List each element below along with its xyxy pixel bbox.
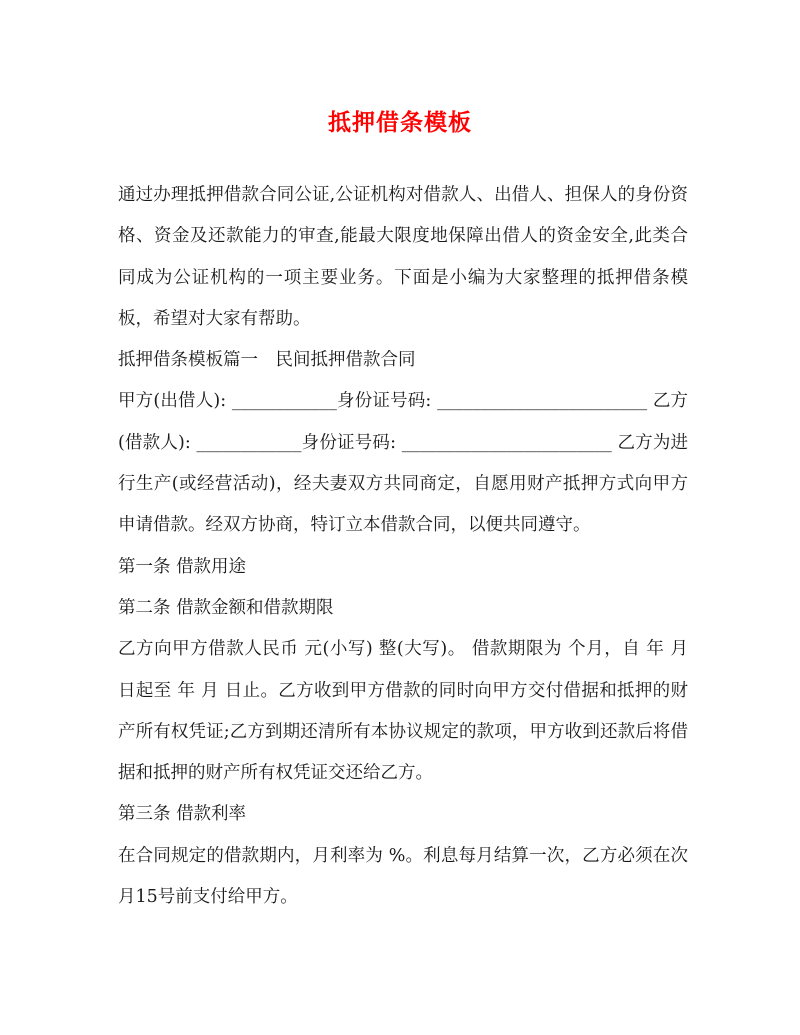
article-2-paragraph: 乙方向甲方借款人民币 元(小写) 整(大写)。 借款期限为 个月，自 年 月 日起至 年 月 日止。乙方收到甲方借款的同时向甲方交付借据和抵押的财产所有权凭证;乙方到期还清所有本协议规定的款项，甲方收到还款后将借据和抵押的财产所有权凭证交还给乙方。	[118, 639, 688, 784]
article-3-heading: 第三条 借款利率	[118, 804, 247, 825]
parties-paragraph: 甲方(出借人): ____________身份证号码: ________________________ 乙方(借款人): ____________身份证号码: ________________________ 乙方为进行生产(或经营活动)，经夫妻双方共同商定，自愿用财产抵押方式向甲方申请借款。经双方协商，特订立本借款合同，以便共同遵守。	[118, 391, 688, 536]
article-2-heading: 第二条 借款金额和借款期限	[118, 597, 334, 618]
document-body	[118, 175, 688, 918]
article-3-paragraph: 在合同规定的借款期内，月利率为 %。利息每月结算一次，乙方必须在次月15号前支付给甲方。	[118, 845, 688, 908]
document-title: 抵押借条模板	[328, 109, 472, 136]
intro-paragraph: 通过办理抵押借款合同公证,公证机构对借款人、出借人、担保人的身份资格、资金及还款能力的审查,能最大限度地保障出借人的资金安全,此类合同成为公证机构的一项主要业务。下面是小编为大家整理的抵押借条模板，希望对大家有帮助。	[118, 185, 688, 329]
article-1-heading: 第一条 借款用途	[118, 556, 247, 577]
section-heading: 抵押借条模板篇一 民间抵押借款合同	[118, 350, 416, 371]
